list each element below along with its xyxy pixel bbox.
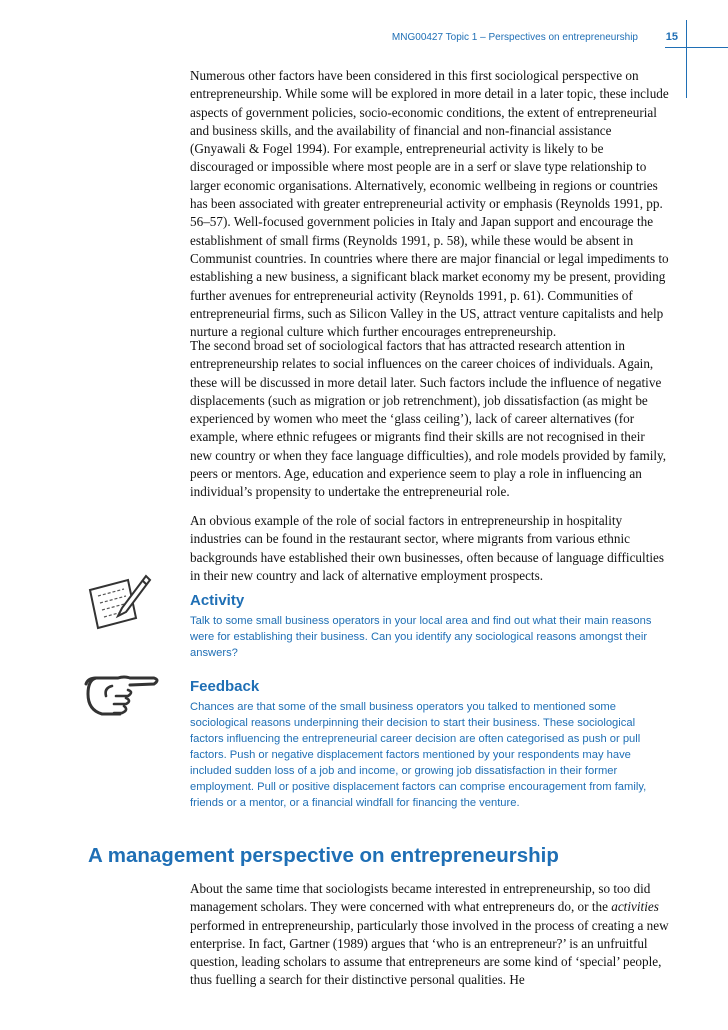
page-number: 15 — [665, 31, 678, 43]
body-paragraph-1 — [190, 67, 670, 341]
activity-text: Talk to some small business operators in your local area and find out what their main reasons were for establishing their business. Can you identify any sociological reasons amongst their answers? — [190, 615, 652, 659]
running-title: MNG00427 Topic 1 – Perspectives on entrepreneurship — [391, 32, 638, 43]
paragraph-text-end: performed in entrepreneurship, particularly those involved in the process of creating a new enterprise. In fact, Gartner (1989) argues that ‘who is an entrepreneur?’ is an unfruitful question, leading scholars to assume that entrepreneurs are some kind of ‘special’ people, thus fuelling a search for their distinctive personal qualities. He — [190, 917, 669, 988]
header-vertical-rule — [686, 20, 687, 98]
paragraph-text: The second broad set of sociological factors that has attracted research attention in entrepreneurship relates to social influences on the career choices of individuals. Again, these will be discussed in more detail later. Such factors include the influence of negative displacements (such as migration or job retrenchment), job dissatisfaction (as might be experienced by women who meet the ‘glass ceiling’), lack of career alternatives (for example, where ethnic refugees or migrants find their skills are not recognised in their new country or when they face language difficulties), and role models provided by family, peers or mentors. Age, education and experience seem to play a role in influencing an individual’s propensity to undertake the entrepreneurial role. — [190, 338, 667, 500]
body-paragraph-2 — [190, 337, 670, 502]
feedback-title: Feedback — [190, 678, 260, 695]
paragraph-text: An obvious example of the role of social factors in entrepreneurship in hospitality industries can be found in the restaurant sector, where migrants from various ethnic backgrounds have established their own businesses, often because of language difficulties in their new country and lack of alternative employment prospects. — [190, 513, 665, 583]
body-paragraph-4 — [190, 880, 670, 990]
feedback-text: Chances are that some of the small business operators you talked to mentioned some sociological reasons underpinning their decision to start their business. These sociological factors influencing the entrepreneurial career decision are often categorised as push or pull factors. Push or negative displacement factors mentioned by your respondents may have included sudden loss of a job and income, or growing job dissatisfaction in their former employment. Pull or positive displacement factors can comprise encouragement from family, friends or a mentor, or a financial windfall for financing the venture. — [190, 701, 647, 809]
paragraph-text: Numerous other factors have been considered in this first sociological perspective on entrepreneurship. While some will be explored in more detail in a later topic, these include aspects of government policies, socio-economic conditions, the extent of entrepreneurial and business skills, and the availability of financial and non-financial assistance (Gnyawali & Fogel 1994). For example, entrepreneurial activity is likely to be discouraged or impossible where most people are in a serf or slave type relationship to larger economic organisations. Alternatively, economic wellbeing in regions or countries has been associated with greater entrepreneurial activity or emphasis (Reynolds 1991, pp. 56–57). Well-focused government policies in Italy and Japan support and encourage the establishment of small firms (Reynolds 1991, p. 58), while these would be absent in Communist countries. In countries where there are major financial or legal impediments to establishing a new business, a significant black market economy my be present, providing further avenues for entrepreneurial activity (Reynolds 1991, p. 61). Communities of entrepreneurial firms, such as Silicon Valley in the US, attract venture capitalists and help nurture a regional culture which further encourages entrepreneurship. — [190, 68, 669, 340]
header-horizontal-rule — [665, 47, 728, 48]
paragraph-text-start: About the same time that sociologists became interested in entrepreneurship, so too did management scholars. They were concerned with what entrepreneurs do, or the — [190, 881, 651, 915]
section-heading: A management perspective on entrepreneurship — [88, 844, 559, 867]
emphasis-activities: activities — [611, 899, 659, 915]
activity-title: Activity — [190, 592, 245, 609]
notepad-pencil-icon — [84, 572, 154, 632]
pointing-hand-icon — [82, 670, 162, 720]
body-paragraph-3 — [190, 512, 670, 585]
paragraph-text — [190, 880, 670, 990]
